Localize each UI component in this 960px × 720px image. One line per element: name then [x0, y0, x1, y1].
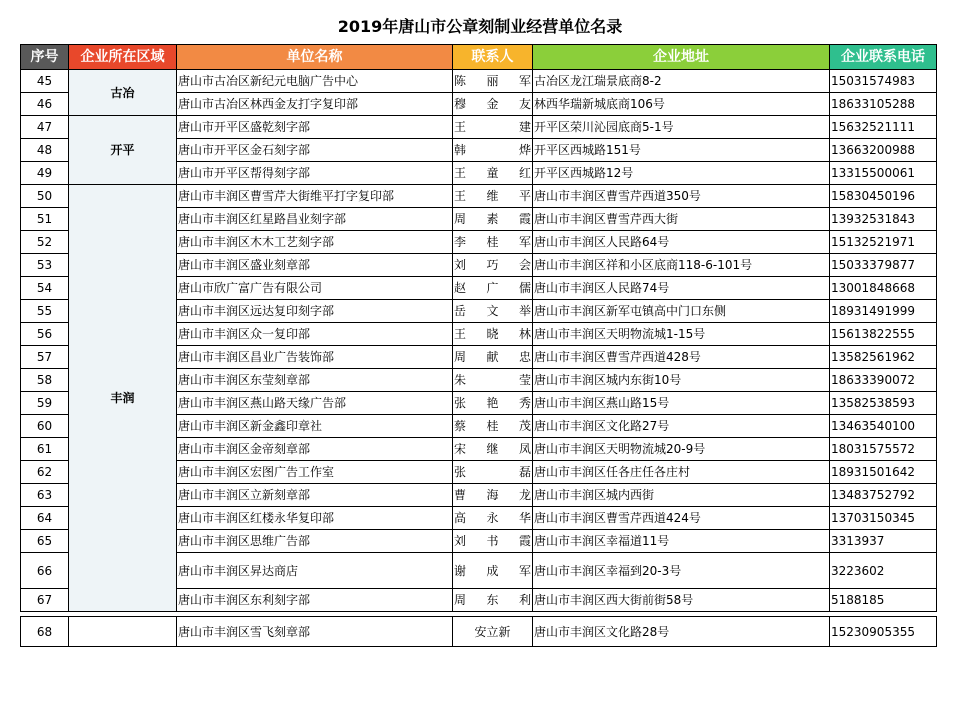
contact-person: 周献忠 — [453, 346, 533, 369]
header-phone: 企业联系电话 — [830, 45, 937, 70]
row-number: 48 — [21, 139, 69, 162]
company-name: 唐山市欣广富广告有限公司 — [177, 277, 453, 300]
header-contact: 联系人 — [453, 45, 533, 70]
contact-person: 周东利 — [453, 589, 533, 612]
company-phone: 13582538593 — [830, 392, 937, 415]
header-address: 企业地址 — [533, 45, 830, 70]
contact-person: 王童红 — [453, 162, 533, 185]
contact-person: 王维平 — [453, 185, 533, 208]
contact-person: 穆金友 — [453, 93, 533, 116]
contact-person: 蔡桂茂 — [453, 415, 533, 438]
company-phone: 15031574983 — [830, 70, 937, 93]
company-address: 唐山市丰润区城内西街 — [533, 484, 830, 507]
header-area: 企业所在区域 — [69, 45, 177, 70]
row-number: 63 — [21, 484, 69, 507]
table-row — [21, 617, 937, 647]
company-name: 唐山市丰润区东莹刻章部 — [177, 369, 453, 392]
company-address: 唐山市丰润区曹雪芹西道428号 — [533, 346, 830, 369]
company-address: 唐山市丰润区城内东街10号 — [533, 369, 830, 392]
company-phone: 13315500061 — [830, 162, 937, 185]
company-name: 唐山市丰润区思维广告部 — [177, 530, 453, 553]
area-cell-kaiping: 开平 — [69, 116, 177, 185]
table-row — [21, 116, 937, 139]
row-number: 64 — [21, 507, 69, 530]
row-number: 49 — [21, 162, 69, 185]
contact-person: 高永华 — [453, 507, 533, 530]
company-name: 唐山市丰润区盛业刻章部 — [177, 254, 453, 277]
company-phone: 18931501642 — [830, 461, 937, 484]
company-address: 唐山市丰润区天明物流城1-15号 — [533, 323, 830, 346]
company-address: 唐山市丰润区西大街前街58号 — [533, 589, 830, 612]
company-address: 唐山市丰润区燕山路15号 — [533, 392, 830, 415]
page-title: 2019年唐山市公章刻制业经营单位名录 — [337, 17, 623, 36]
company-phone: 3313937 — [830, 530, 937, 553]
row-number: 65 — [21, 530, 69, 553]
contact-person: 曹海龙 — [453, 484, 533, 507]
table-row — [21, 70, 937, 93]
company-name: 唐山市开平区盛乾刻字部 — [177, 116, 453, 139]
company-name: 唐山市开平区帮得刻字部 — [177, 162, 453, 185]
header-no: 序号 — [21, 45, 69, 70]
row-number: 59 — [21, 392, 69, 415]
contact-person: 周素霞 — [453, 208, 533, 231]
company-phone: 13932531843 — [830, 208, 937, 231]
company-name: 唐山市丰润区宏图广告工作室 — [177, 461, 453, 484]
company-name: 唐山市丰润区立新刻章部 — [177, 484, 453, 507]
company-address: 唐山市丰润区人民路64号 — [533, 231, 830, 254]
contact-person: 张磊 — [453, 461, 533, 484]
contact-person: 李桂军 — [453, 231, 533, 254]
company-phone: 15613822555 — [830, 323, 937, 346]
area-cell-fengrun: 丰润 — [69, 185, 177, 612]
contact-person: 刘巧会 — [453, 254, 533, 277]
area-cell-guye: 古冶 — [69, 70, 177, 116]
contact-person: 岳文举 — [453, 300, 533, 323]
company-address: 唐山市丰润区祥和小区底商118-6-101号 — [533, 254, 830, 277]
company-name: 唐山市开平区金石刻字部 — [177, 139, 453, 162]
company-address: 唐山市丰润区文化路27号 — [533, 415, 830, 438]
company-phone: 3223602 — [830, 553, 937, 589]
company-name: 唐山市丰润区远达复印刻字部 — [177, 300, 453, 323]
contact-person: 安立新 — [453, 617, 533, 647]
company-address: 开平区西城路12号 — [533, 162, 830, 185]
contact-person: 宋继凤 — [453, 438, 533, 461]
row-number: 68 — [21, 617, 69, 647]
company-name: 唐山市丰润区红星路昌业刻字部 — [177, 208, 453, 231]
company-phone: 18031575572 — [830, 438, 937, 461]
row-number: 62 — [21, 461, 69, 484]
company-address: 唐山市丰润区曹雪芹西道424号 — [533, 507, 830, 530]
company-address: 唐山市丰润区新军屯镇高中门口东侧 — [533, 300, 830, 323]
company-name: 唐山市古冶区林西金友打字复印部 — [177, 93, 453, 116]
company-table — [20, 44, 937, 647]
company-phone: 13582561962 — [830, 346, 937, 369]
company-phone: 18633105288 — [830, 93, 937, 116]
company-address: 唐山市丰润区曹雪芹西道350号 — [533, 185, 830, 208]
row-number: 52 — [21, 231, 69, 254]
row-number: 47 — [21, 116, 69, 139]
row-number: 56 — [21, 323, 69, 346]
contact-person: 张艳秀 — [453, 392, 533, 415]
row-number: 67 — [21, 589, 69, 612]
row-number: 57 — [21, 346, 69, 369]
company-phone: 18931491999 — [830, 300, 937, 323]
company-address: 唐山市丰润区幸福道11号 — [533, 530, 830, 553]
company-phone: 15230905355 — [830, 617, 937, 647]
area-cell-empty — [69, 617, 177, 647]
header-name: 单位名称 — [177, 45, 453, 70]
company-phone: 13463540100 — [830, 415, 937, 438]
company-address: 唐山市丰润区曹雪芹西大街 — [533, 208, 830, 231]
company-phone: 13703150345 — [830, 507, 937, 530]
company-phone: 13663200988 — [830, 139, 937, 162]
company-address: 开平区西城路151号 — [533, 139, 830, 162]
row-number: 45 — [21, 70, 69, 93]
company-address: 林西华瑞新城底商106号 — [533, 93, 830, 116]
row-number: 61 — [21, 438, 69, 461]
company-phone: 15632521111 — [830, 116, 937, 139]
contact-person: 韩烨 — [453, 139, 533, 162]
company-name: 唐山市丰润区红楼永华复印部 — [177, 507, 453, 530]
company-address: 古冶区龙江瑞景底商8-2 — [533, 70, 830, 93]
company-name: 唐山市丰润区曹雪芹大街维平打字复印部 — [177, 185, 453, 208]
contact-person: 王建 — [453, 116, 533, 139]
company-name: 唐山市丰润区众一复印部 — [177, 323, 453, 346]
company-phone: 15033379877 — [830, 254, 937, 277]
company-name: 唐山市古冶区新纪元电脑广告中心 — [177, 70, 453, 93]
contact-person: 谢成军 — [453, 553, 533, 589]
company-address: 开平区荣川沁园底商5-1号 — [533, 116, 830, 139]
row-number: 60 — [21, 415, 69, 438]
contact-person: 刘书霞 — [453, 530, 533, 553]
company-name: 唐山市丰润区昌业广告装饰部 — [177, 346, 453, 369]
row-number: 58 — [21, 369, 69, 392]
company-name: 唐山市丰润区燕山路天缘广告部 — [177, 392, 453, 415]
row-number: 50 — [21, 185, 69, 208]
company-name: 唐山市丰润区东利刻字部 — [177, 589, 453, 612]
company-phone: 13001848668 — [830, 277, 937, 300]
company-phone: 15830450196 — [830, 185, 937, 208]
row-number: 51 — [21, 208, 69, 231]
company-address: 唐山市丰润区任各庄任各庄村 — [533, 461, 830, 484]
row-number: 53 — [21, 254, 69, 277]
company-name: 唐山市丰润区昇达商店 — [177, 553, 453, 589]
table-header-row — [21, 45, 937, 70]
contact-person: 陈丽军 — [453, 70, 533, 93]
company-name: 唐山市丰润区雪飞刻章部 — [177, 617, 453, 647]
company-name: 唐山市丰润区金帝刻章部 — [177, 438, 453, 461]
company-phone: 15132521971 — [830, 231, 937, 254]
contact-person: 赵广儒 — [453, 277, 533, 300]
row-number: 66 — [21, 553, 69, 589]
company-address: 唐山市丰润区幸福到20-3号 — [533, 553, 830, 589]
company-address: 唐山市丰润区人民路74号 — [533, 277, 830, 300]
company-phone: 13483752792 — [830, 484, 937, 507]
table-row — [21, 185, 937, 208]
row-number: 54 — [21, 277, 69, 300]
company-name: 唐山市丰润区新金鑫印章社 — [177, 415, 453, 438]
contact-person: 王晓林 — [453, 323, 533, 346]
row-number: 46 — [21, 93, 69, 116]
company-phone: 5188185 — [830, 589, 937, 612]
company-phone: 18633390072 — [830, 369, 937, 392]
company-address: 唐山市丰润区文化路28号 — [533, 617, 830, 647]
contact-person: 朱莹 — [453, 369, 533, 392]
company-address: 唐山市丰润区天明物流城20-9号 — [533, 438, 830, 461]
row-number: 55 — [21, 300, 69, 323]
company-name: 唐山市丰润区木木工艺刻字部 — [177, 231, 453, 254]
